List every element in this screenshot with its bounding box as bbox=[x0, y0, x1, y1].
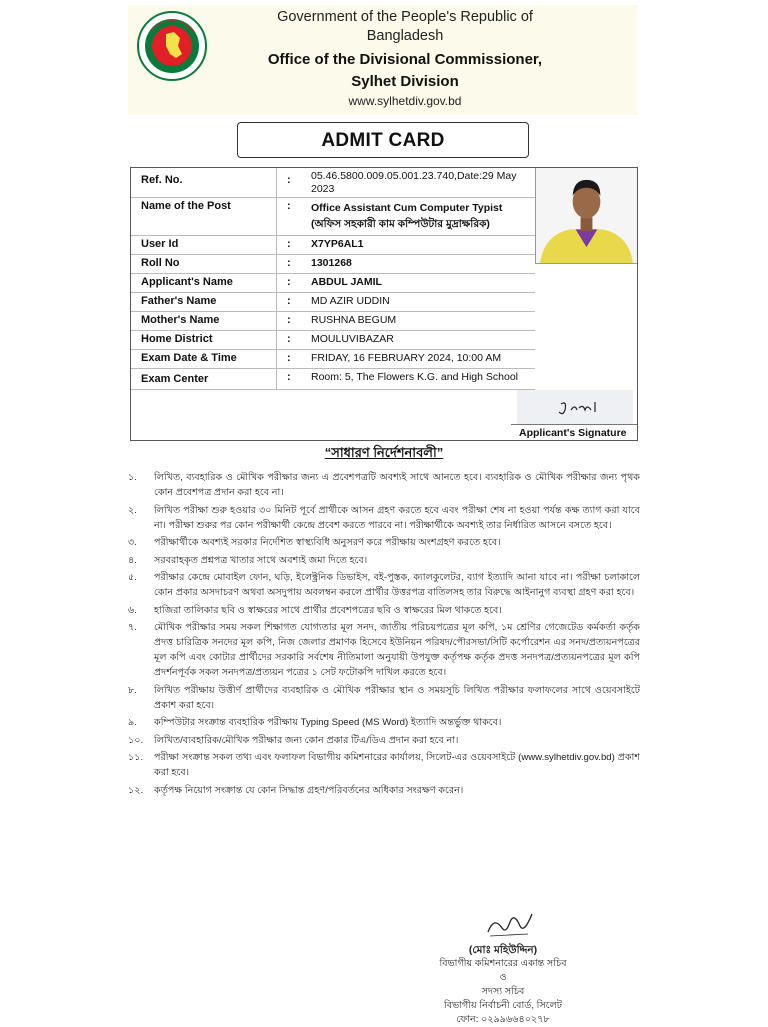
field-row-name bbox=[131, 274, 535, 293]
signature-image bbox=[517, 390, 633, 424]
field-colon: : bbox=[287, 238, 291, 250]
field-row-exam-center bbox=[131, 369, 535, 390]
field-colon: : bbox=[287, 174, 291, 186]
officer-block bbox=[414, 943, 592, 1027]
field-row-district bbox=[131, 331, 535, 350]
instruction-item: ১১. পরীক্ষা সংক্রান্ত সকল তথ্য এবং ফলাফল বিভাগীয় কমিশনারের কার্যালয়, সিলেট-এর ওয়েবসাইটে (www.sylhetdiv.gov.bd) প্রকাশ করা হবে। bbox=[128, 752, 640, 778]
field-colon: : bbox=[287, 200, 291, 212]
field-value: 05.46.5800.009.05.001.23.740,Date:29 May 2023 bbox=[311, 170, 517, 195]
signature-line bbox=[511, 424, 637, 425]
field-value: X7YP6AL1 bbox=[311, 238, 364, 250]
field-value: FRIDAY, 16 FEBRUARY 2024, 10:00 AM bbox=[311, 352, 502, 364]
officer-designation: বিভাগীয় কমিশনারের একান্ত সচিব bbox=[439, 958, 567, 969]
field-colon: : bbox=[287, 352, 291, 364]
field-value: ABDUL JAMIL bbox=[311, 276, 382, 288]
field-label: Name of the Post bbox=[141, 200, 231, 212]
field-label: Home District bbox=[141, 333, 213, 345]
instructions-title: “সাধারণ নির্দেশনাবলী” bbox=[324, 445, 444, 460]
instruction-item: ৮. লিখিত পরীক্ষায় উত্তীর্ণ প্রার্থীদের ব্যবহারিক ও মৌখিক পরীক্ষার স্থান ও সময়সূচি লিখিত পরীক্ষার ফলাফলের সাথে ওয়েবসাইটে প্রকাশ করা হবে। bbox=[128, 684, 640, 711]
header-line-1: Government of the People's Republic of bbox=[277, 9, 533, 25]
field-value: MOULUVIBAZAR bbox=[311, 333, 394, 345]
instruction-item: ৬. হাজিরা তালিকার ছবি ও স্বাক্ষরের সাথে প্রার্থীর প্রবেশপত্রের ছবি ও স্বাক্ষরের মিল থাকতে হবে। bbox=[128, 604, 502, 616]
field-label: Ref. No. bbox=[141, 174, 183, 186]
field-row-exam-date bbox=[131, 350, 535, 369]
admit-card-title: ADMIT CARD bbox=[237, 122, 529, 158]
field-row-father bbox=[131, 293, 535, 312]
government-logo bbox=[136, 10, 208, 82]
field-row-mother bbox=[131, 312, 535, 331]
field-colon: : bbox=[287, 295, 291, 307]
field-label: Mother's Name bbox=[141, 314, 220, 326]
field-row-post bbox=[131, 198, 535, 236]
field-label: Exam Date & Time bbox=[141, 352, 237, 364]
conjunction: ও bbox=[499, 972, 507, 983]
instruction-item: ৩. পরীক্ষার্থীকে অবশ্যই সরকার নির্দেশিত স্বাস্থ্যবিধি অনুসরণ করে পরীক্ষায় অংশগ্রহণ করতে হবে। bbox=[128, 537, 501, 548]
signature-label: Applicant's Signature bbox=[519, 427, 627, 439]
field-row-ref bbox=[131, 168, 535, 198]
instruction-item: ১০. লিখিত/ব্যবহারিক/মৌখিক পরীক্ষার জন্য কোন প্রকার টিএ/ডিএ প্রদান করা হবে না। bbox=[128, 734, 459, 746]
officer-name: (মোঃ মহিউদ্দিন) bbox=[468, 944, 538, 956]
field-colon: : bbox=[287, 314, 291, 326]
signature-scribble bbox=[517, 390, 633, 424]
applicant-photo bbox=[535, 168, 637, 264]
instruction-item: ১. লিখিত, ব্যবহারিক ও মৌখিক পরীক্ষার জন্য এ প্রবেশপত্রটি অবশ্যই সাথে আনতে হবে। ব্যবহারিক ও মৌখিক পরীক্ষার জন্য পৃথক কোন প্রবেশপত্র প্রদান করা হবে না। bbox=[128, 472, 640, 498]
member-secretary: সদস্য সচিব bbox=[481, 986, 525, 997]
field-colon: : bbox=[287, 371, 291, 383]
field-row-userid bbox=[131, 236, 535, 255]
instructions-list bbox=[128, 470, 640, 800]
field-value: RUSHNA BEGUM bbox=[311, 314, 397, 326]
applicant-details-box bbox=[130, 167, 638, 441]
field-label: Applicant's Name bbox=[141, 276, 233, 288]
instruction-item: ১২. কর্তৃপক্ষ নিয়োগ সংক্রান্ত যে কোন সিদ্ধান্ত গ্রহণ/পরিবর্তনের অধিকার সংরক্ষণ করেন। bbox=[128, 784, 464, 796]
instruction-item: ৫. পরীক্ষার কেন্দ্রে মোবাইল ফোন, ঘড়ি, ইলেক্ট্রনিক ডিভাইস, বই-পুস্তক, ক্যালকুলেটর, ব্যাগ ইত্যাদি আনা যাবে না। পরীক্ষা চলাকালে কোন প্রকার অসদাচরণ অথবা অসদুপায় অবলম্বন করলে প্রার্থীর উত্তরপত্র বাতিলসহ তার বিরুদ্ধে আইনানুগ ব্যবস্থা গ্রহণ করা হবে। bbox=[128, 572, 640, 598]
field-value: 1301268 bbox=[311, 257, 352, 269]
field-row-roll bbox=[131, 255, 535, 274]
website-link[interactable]: www.sylhetdiv.gov.bd bbox=[348, 94, 462, 108]
field-value: Room: 5, The Flowers K.G. and High School bbox=[311, 371, 518, 383]
field-label: Father's Name bbox=[141, 295, 217, 307]
field-label: Exam Center bbox=[141, 373, 209, 385]
office-name: Office of the Divisional Commissioner, bbox=[267, 51, 543, 68]
phone-number: ফোন: ০২৯৯৬৬৪০২৭৮ bbox=[456, 1014, 550, 1025]
board-name: বিভাগীয় নির্বাচনী বোর্ড, সিলেট bbox=[444, 1000, 562, 1011]
instruction-item: ৪. সরবরাহকৃত প্রশ্নপত্র খাতার সাথে অবশ্যই জমা দিতে হবে। bbox=[128, 554, 368, 566]
field-label: User Id bbox=[141, 238, 179, 250]
field-value: Office Assistant Cum Computer Typist (অফিস সহকারী কাম কম্পিউটার মুদ্রাক্ষরিক) bbox=[311, 202, 503, 230]
header-line-2: Bangladesh bbox=[366, 28, 444, 44]
officer-signature bbox=[480, 906, 540, 940]
instruction-item: ৭. মৌখিক পরীক্ষার সময় সকল শিক্ষাগত যোগ্যতার মূল সনদ, জাতীয় পরিচয়পত্রের মূল কপি, ১ম শ্রেণির গেজেটেড কর্মকর্তা কর্তৃক প্রদত্ত চারিত্রিক সনদের মূল কপি, নিজ জেলার প্রমাণক হিসেবে ইউনিয়ন পরিষদ/পৌরসভা/সিটি কর্পোরেশন এর সনদ/প্রত্যয়নপত্রের মূল কপি এবং কোটার প্রার্থীদের সরকারি সর্বশেষ নীতিমালা অনুযায়ী উপযুক্ত কর্তৃপক্ষ কর্তৃক প্রদত্ত সনদপত্র/প্রত্যয়নপত্রের মূল কপি প্রদর্শনপূর্বক সকল সনদপত্র/প্রত্যয়ন পত্রের ১ সেট ফটোকপি দাখিল করতে হবে। bbox=[128, 622, 640, 678]
field-label: Roll No bbox=[141, 257, 180, 269]
field-value: MD AZIR UDDIN bbox=[311, 295, 390, 307]
division-name: Sylhet Division bbox=[351, 73, 459, 90]
field-colon: : bbox=[287, 257, 291, 269]
field-colon: : bbox=[287, 333, 291, 345]
field-colon: : bbox=[287, 276, 291, 288]
instruction-item: ৯. কম্পিউটার সংক্রান্ত ব্যবহারিক পরীক্ষায় Typing Speed (MS Word) ইত্যাদি অন্তর্ভুক্ত থাকবে। bbox=[128, 717, 502, 728]
instruction-item: ২. লিখিত পরীক্ষা শুরু হওয়ার ৩০ মিনিট পূর্বে প্রার্থীকে আসন গ্রহণ করতে হবে এবং পরীক্ষা শেষ না হওয়া পর্যন্ত কক্ষ ত্যাগ করা যাবে না। পরীক্ষা শুরুর পর কোন পরীক্ষার্থী কেন্দ্রে প্রবেশ করতে পারবে না। পরীক্ষার্থীকে অবশ্যই তার নির্ধারিত আসনে বসতে হবে। bbox=[128, 504, 640, 531]
